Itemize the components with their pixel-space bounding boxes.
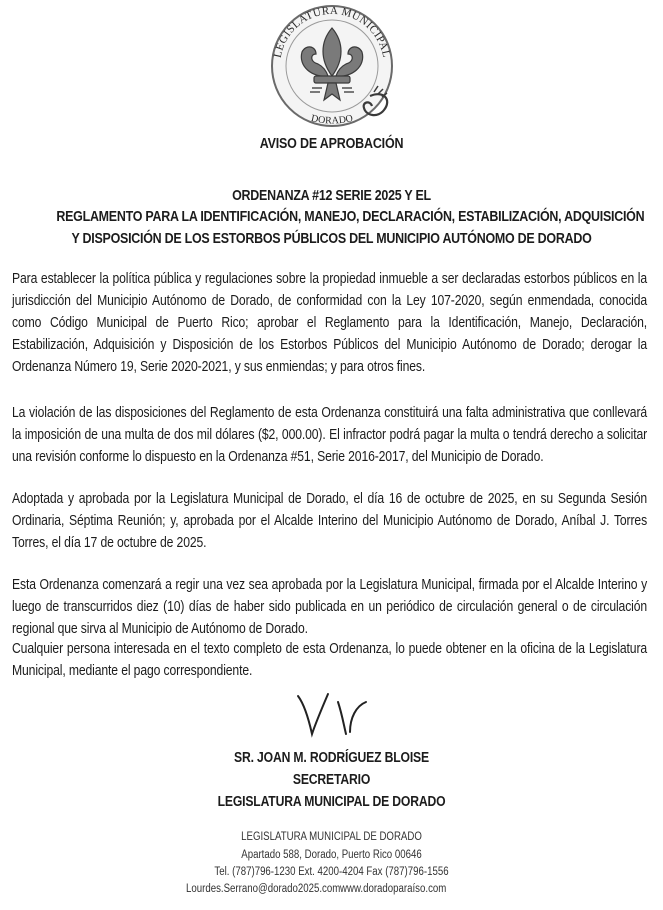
contact-org: LEGISLATURA MUNICIPAL DE DORADO xyxy=(241,831,422,843)
ordinance-heading-line-3: Y DISPOSICIÓN DE LOS ESTORBOS PÚBLICOS DEL MUNICIPIO AUTÓNOMO DE DORADO xyxy=(71,230,592,247)
paragraph-purpose: Para establecer la política pública y regulaciones sobre la propiedad inmueble a ser declaradas estorbos públicos en la jurisdicción del Municipio Autónomo de Dorado, de conformidad con la Ley 107-2020, según enmendada, conocida como Código Municipal de Puerto Rico; aprobar el Reglamento para la Identificación, Manejo, Declaración, Estabilización, Adquisición y Disposición de los Estorbos Públicos del Municipio Autónomo de Dorado; derogar la Ordenanza Número 19, Serie 2020-2021, y sus enmiendas; y para otros fines. xyxy=(12,271,648,375)
contact-address: Apartado 588, Dorado, Puerto Rico 00646 xyxy=(241,849,422,861)
notice-title: AVISO DE APROBACIÓN xyxy=(259,136,404,152)
contact-phones: Tel. (787)796-1230 Ext. 4200-4204 Fax (787)796-1556 xyxy=(214,866,449,878)
seal-top-text: LEGISLATURA MUNICIPAL xyxy=(271,4,393,59)
paragraph-copy-availability: Cualquier persona interesada en el texto completo de esta Ordenanza, lo puede obtener en la oficina de la Legislatura Municipal, mediante el pago correspondiente. xyxy=(12,641,648,679)
contact-links xyxy=(0,883,663,899)
paragraph-penalty: La violación de las disposiciones del Reglamento de esta Ordenanza constituirá una falta administrativa que conllevará la imposición de una multa de dos mil dólares ($2, 000.00). El infractor podrá pagar la multa o tendrá derecho a solicitar una revisión conforme lo dispuesto en la Ordenanza #51, Serie 2016-2017, del Municipio de Dorado. xyxy=(12,405,648,465)
fleur-de-lis-seal-icon xyxy=(252,0,412,134)
contact-email-link[interactable]: Lourdes.Serrano@dorado2025.com xyxy=(186,883,341,895)
signatory-name: SR. JOAN M. RODRÍGUEZ BLOISE xyxy=(234,750,429,766)
handwritten-signature xyxy=(292,684,372,744)
seal-bottom-text: DORADO xyxy=(310,113,354,127)
signatory-title: SECRETARIO xyxy=(292,772,371,788)
contact-website-link[interactable]: www.doradoparaíso.com xyxy=(340,883,447,895)
ordinance-heading-line-1: ORDENANZA #12 SERIE 2025 Y EL xyxy=(232,187,431,204)
ordinance-heading-line-2: REGLAMENTO PARA LA IDENTIFICACIÓN, MANEJO, DECLARACIÓN, ESTABILIZACIÓN, ADQUISICIÓN xyxy=(56,208,645,225)
paragraph-adoption: Adoptada y aprobada por la Legislatura Municipal de Dorado, el día 16 de octubre de 2025, en su Segunda Sesión Ordinaria, Séptima Reunión; y, aprobada por el Alcalde Interino del Municipio Autónomo de Dorado, Aníbal J. Torres Torres, el día 17 de octubre de 2025. xyxy=(12,491,648,551)
paragraph-effective-date: Esta Ordenanza comenzará a regir una vez sea aprobada por la Legislatura Municipal, firmada por el Alcalde Interino y luego de transcurridos diez (10) días de haber sido publicada en un periódico de circulación general o de circulación regional que sirva al Municipio de Autónomo de Dorado. xyxy=(12,577,648,637)
signatory-office: LEGISLATURA MUNICIPAL DE DORADO xyxy=(217,794,446,810)
